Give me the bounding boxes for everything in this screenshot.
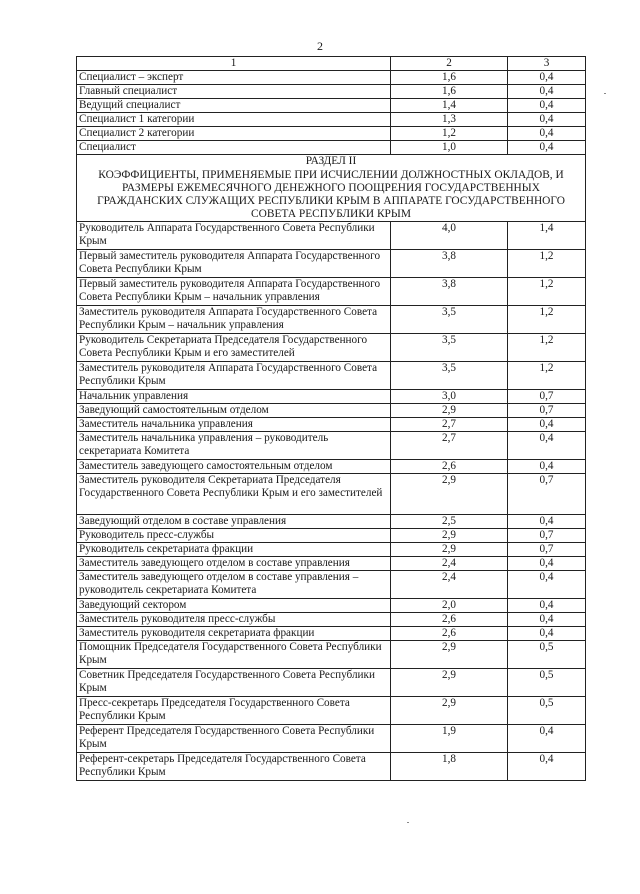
position-name: Специалист — [77, 141, 391, 155]
salary-coefficient: 2,9 — [391, 697, 508, 725]
table-row — [77, 599, 586, 613]
bonus-size: 0,4 — [508, 627, 586, 641]
bonus-size: 0,7 — [508, 543, 586, 557]
salary-coefficient: 2,9 — [391, 404, 508, 418]
table-row — [77, 390, 586, 404]
salary-coefficient: 1,6 — [391, 85, 508, 99]
bonus-size: 0,4 — [508, 71, 586, 85]
bonus-size: 0,5 — [508, 669, 586, 697]
salary-coefficient: 1,0 — [391, 141, 508, 155]
bonus-size: 1,2 — [508, 334, 586, 362]
table-row — [77, 474, 586, 515]
table-row — [77, 222, 586, 250]
position-name: Специалист 2 категории — [77, 127, 391, 141]
table-row — [77, 71, 586, 85]
table-row — [77, 127, 586, 141]
section-row — [77, 155, 586, 222]
bonus-size: 0,4 — [508, 753, 586, 781]
salary-coefficient: 2,9 — [391, 529, 508, 543]
table-row — [77, 571, 586, 599]
salary-coefficient: 1,4 — [391, 99, 508, 113]
table-row — [77, 613, 586, 627]
bonus-size: 0,7 — [508, 404, 586, 418]
scan-speck — [604, 93, 606, 94]
page-number: 2 — [317, 39, 323, 53]
bonus-size: 0,4 — [508, 127, 586, 141]
table-row — [77, 85, 586, 99]
bonus-size: 0,4 — [508, 99, 586, 113]
coefficients-table — [76, 56, 586, 781]
position-name: Пресс-секретарь Председателя Государственного Совета Республики Крым — [77, 697, 391, 725]
table-row — [77, 557, 586, 571]
bonus-size: 0,4 — [508, 460, 586, 474]
bonus-size: 0,4 — [508, 613, 586, 627]
table-row — [77, 753, 586, 781]
bonus-size: 1,2 — [508, 250, 586, 278]
salary-coefficient: 2,6 — [391, 460, 508, 474]
salary-coefficient: 2,9 — [391, 474, 508, 515]
table-row — [77, 432, 586, 460]
salary-coefficient: 1,9 — [391, 725, 508, 753]
bonus-size: 0,4 — [508, 557, 586, 571]
position-name: Главный специалист — [77, 85, 391, 99]
table-row — [77, 529, 586, 543]
table-row — [77, 725, 586, 753]
table-row — [77, 543, 586, 557]
salary-coefficient: 2,7 — [391, 432, 508, 460]
table-header-row — [77, 57, 586, 71]
salary-coefficient: 3,8 — [391, 250, 508, 278]
bonus-size: 0,4 — [508, 432, 586, 460]
bonus-size: 1,4 — [508, 222, 586, 250]
position-name: Заместитель начальника управления — [77, 418, 391, 432]
position-name: Руководитель Аппарата Государственного Совета Республики Крым — [77, 222, 391, 250]
salary-coefficient: 2,9 — [391, 641, 508, 669]
position-name: Заместитель начальника управления – руководитель секретариата Комитета — [77, 432, 391, 460]
position-name: Заместитель руководителя пресс-службы — [77, 613, 391, 627]
salary-coefficient: 2,4 — [391, 571, 508, 599]
table-row — [77, 404, 586, 418]
table-row — [77, 697, 586, 725]
bonus-size: 0,4 — [508, 418, 586, 432]
position-name: Референт-секретарь Председателя Государственного Совета Республики Крым — [77, 753, 391, 781]
salary-coefficient: 3,5 — [391, 306, 508, 334]
position-name: Заведующий самостоятельным отделом — [77, 404, 391, 418]
salary-coefficient: 1,3 — [391, 113, 508, 127]
salary-coefficient: 2,0 — [391, 599, 508, 613]
position-name: Специалист 1 категории — [77, 113, 391, 127]
salary-coefficient: 3,8 — [391, 278, 508, 306]
salary-coefficient: 2,9 — [391, 543, 508, 557]
bonus-size: 0,4 — [508, 599, 586, 613]
position-name: Заместитель руководителя Секретариата Председателя Государственного Совета Республики Крым и его заместителей — [77, 474, 391, 515]
table-row — [77, 99, 586, 113]
position-name: Помощник Председателя Государственного Совета Республики Крым — [77, 641, 391, 669]
salary-coefficient: 1,6 — [391, 71, 508, 85]
section-title: РАЗДЕЛ II — [305, 155, 357, 167]
salary-coefficient: 2,6 — [391, 627, 508, 641]
salary-coefficient: 1,8 — [391, 753, 508, 781]
salary-coefficient: 4,0 — [391, 222, 508, 250]
section-description: КОЭФФИЦИЕНТЫ, ПРИМЕНЯЕМЫЕ ПРИ ИСЧИСЛЕНИИ ДОЛЖНОСТНЫХ ОКЛАДОВ, И РАЗМЕРЫ ЕЖЕМЕСЯЧНОГО ДЕНЕЖНОГО ПООЩРЕНИЯ ГОСУДАРСТВЕННЫХ ГРАЖДАНСКИХ СЛУЖАЩИХ РЕСПУБЛИКИ КРЫМ В АППАРАТЕ ГОСУДАРСТВЕННОГО СОВЕТА РЕСПУБЛИКИ КРЫМ — [97, 169, 565, 220]
position-name: Заведующий отделом в составе управления — [77, 515, 391, 529]
salary-coefficient: 2,6 — [391, 613, 508, 627]
salary-coefficient: 3,0 — [391, 390, 508, 404]
table-row — [77, 306, 586, 334]
salary-coefficient: 2,5 — [391, 515, 508, 529]
position-name: Референт Председателя Государственного Совета Республики Крым — [77, 725, 391, 753]
position-name: Ведущий специалист — [77, 99, 391, 113]
bonus-size: 0,4 — [508, 571, 586, 599]
salary-coefficient: 1,2 — [391, 127, 508, 141]
bonus-size: 1,2 — [508, 306, 586, 334]
position-name: Советник Председателя Государственного Совета Республики Крым — [77, 669, 391, 697]
position-name: Заместитель заведующего самостоятельным отделом — [77, 460, 391, 474]
column-header-1: 1 — [77, 57, 391, 71]
position-name: Заместитель заведующего отделом в составе управления – руководитель секретариата Комитета — [77, 571, 391, 599]
position-name: Первый заместитель руководителя Аппарата Государственного Совета Республики Крым — [77, 250, 391, 278]
position-name: Руководитель пресс-службы — [77, 529, 391, 543]
salary-coefficient: 3,5 — [391, 334, 508, 362]
bonus-size: 0,4 — [508, 515, 586, 529]
bonus-size: 0,4 — [508, 725, 586, 753]
position-name: Заместитель руководителя Аппарата Государственного Совета Республики Крым – начальник управления — [77, 306, 391, 334]
position-name: Первый заместитель руководителя Аппарата Государственного Совета Республики Крым – начальник управления — [77, 278, 391, 306]
table-row — [77, 418, 586, 432]
table-row — [77, 627, 586, 641]
section-heading — [77, 155, 586, 222]
position-name: Руководитель секретариата фракции — [77, 543, 391, 557]
table-row — [77, 278, 586, 306]
table-row — [77, 113, 586, 127]
bonus-size: 1,2 — [508, 362, 586, 390]
column-header-3: 3 — [508, 57, 586, 71]
bonus-size: 0,7 — [508, 529, 586, 543]
bonus-size: 0,4 — [508, 141, 586, 155]
position-name: Заместитель заведующего отделом в составе управления — [77, 557, 391, 571]
table-row — [77, 334, 586, 362]
position-name: Заместитель руководителя секретариата фракции — [77, 627, 391, 641]
table-row — [77, 250, 586, 278]
column-header-2: 2 — [391, 57, 508, 71]
bonus-size: 0,4 — [508, 113, 586, 127]
scan-speck — [407, 822, 409, 823]
salary-coefficient: 2,4 — [391, 557, 508, 571]
position-name: Начальник управления — [77, 390, 391, 404]
table-row — [77, 515, 586, 529]
table-row — [77, 362, 586, 390]
bonus-size: 0,7 — [508, 390, 586, 404]
bonus-size: 1,2 — [508, 278, 586, 306]
bonus-size: 0,5 — [508, 697, 586, 725]
position-name: Руководитель Секретариата Председателя Государственного Совета Республики Крым и его заместителей — [77, 334, 391, 362]
table-row — [77, 669, 586, 697]
position-name: Специалист – эксперт — [77, 71, 391, 85]
table-row — [77, 141, 586, 155]
position-name: Заместитель руководителя Аппарата Государственного Совета Республики Крым — [77, 362, 391, 390]
bonus-size: 0,7 — [508, 474, 586, 515]
salary-coefficient: 2,7 — [391, 418, 508, 432]
position-name: Заведующий сектором — [77, 599, 391, 613]
salary-coefficient: 2,9 — [391, 669, 508, 697]
bonus-size: 0,5 — [508, 641, 586, 669]
salary-coefficient: 3,5 — [391, 362, 508, 390]
table-row — [77, 641, 586, 669]
bonus-size: 0,4 — [508, 85, 586, 99]
table-row — [77, 460, 586, 474]
